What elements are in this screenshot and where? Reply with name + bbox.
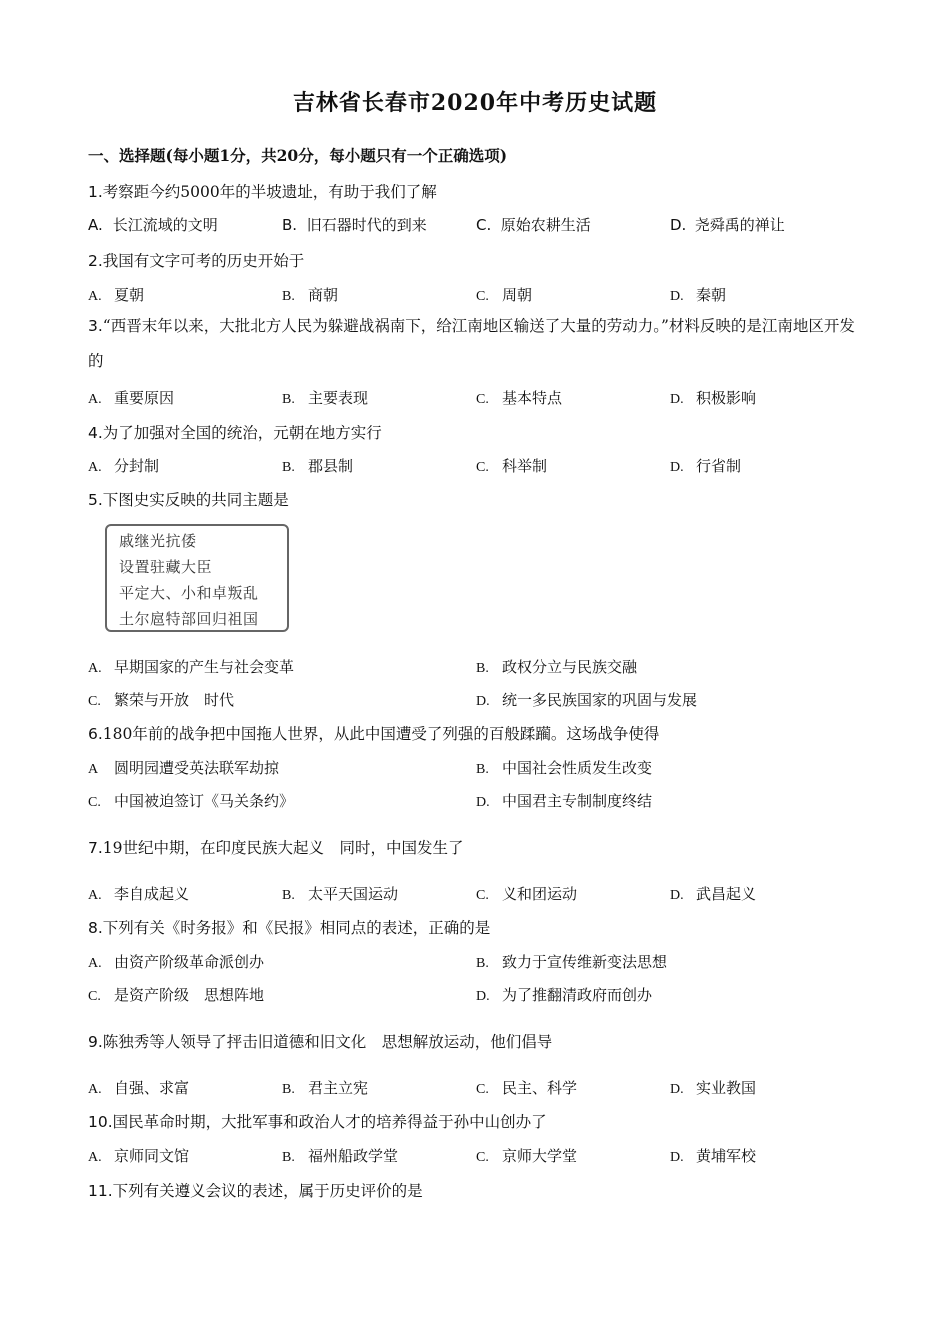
q9-option-b: B. 君主立宪 [282,1079,369,1097]
q5-option-b: B. 政权分立与民族交融 [476,658,638,676]
figure-box [105,524,289,632]
question-3: 3.“西晋末年以来，大批北方人民为躲避战祸南下，给江南地区输送了大量的劳动力。”材料反映的是江南地区开发的 [88,317,855,370]
q2-option-d: D. 秦朝 [670,286,727,304]
q6-option-d: D. 中国君主专制制度终结 [476,792,653,810]
question-2: 2.我国有文字可考的历史开始于 [88,252,305,270]
question-4: 4.为了加强对全国的统治，元朝在地方实行 [88,424,382,442]
question-6: 6.180年前的战争把中国拖人世界，从此中国遭受了列强的百般蹂躏。这场战争使得 [88,725,660,743]
q3-option-a: A. 重要原因 [88,389,175,407]
figure-line: 土尔扈特部回归祖国 [119,610,259,628]
q7-option-b: B. 太平天国运动 [282,885,399,903]
q2-option-b: B. 商朝 [282,286,339,304]
q1-option-b: B. 旧石器时代的到来 [282,216,427,234]
q10-option-c: C. 京师大学堂 [476,1147,578,1165]
q9-option-c: C. 民主、科学 [476,1079,578,1097]
figure-line: 平定大、小和卓叛乱 [119,584,259,602]
q3-option-b: B. 主要表现 [282,389,369,407]
q8-option-a: A. 由资产阶级革命派创办 [88,953,265,971]
page-title: 吉林省长春市2020年中考历史试题 [292,90,658,116]
q9-option-d: D. 实业教国 [670,1079,757,1097]
q3-option-c: C. 基本特点 [476,389,563,407]
q6-option-c: C. 中国被迫签订《马关条约》 [88,792,295,810]
q1-option-c: C. 原始农耕生活 [476,216,591,234]
q1-option-d: D. 尧舜禹的禅让 [670,216,785,234]
question-7: 7.19世纪中期，在印度民族大起义 同时，中国发生了 [88,839,464,857]
q10-option-b: B. 福州船政学堂 [282,1147,399,1165]
question-8: 8.下列有关《时务报》和《民报》相同点的表述，正确的是 [88,919,491,937]
q2-option-c: C. 周朝 [476,286,533,304]
section-heading: 一、选择题(每小题1分，共20分，每小题只有一个正确选项) [88,146,508,165]
q8-option-d: D. 为了推翻清政府而创办 [476,986,653,1004]
question-5: 5.下图史实反映的共同主题是 [88,491,289,509]
q1-option-a: A. 长江流域的文明 [88,216,218,234]
question-11: 11.下列有关遵义会议的表述，属于历史评价的是 [88,1182,423,1200]
q8-option-c: C. 是资产阶级 思想阵地 [88,986,265,1004]
question-10: 10.国民革命时期，大批军事和政治人才的培养得益于孙中山创办了 [88,1113,547,1131]
q10-option-a: A. 京师同文馆 [88,1147,190,1165]
q7-option-d: D. 武昌起义 [670,885,757,903]
figure-line: 设置驻藏大臣 [119,558,213,576]
q6-option-a: A 圆明园遭受英法联军劫掠 [88,759,280,777]
question-1: 1.考察距今约5000年的半坡遗址，有助于我们了解 [88,183,437,201]
q7-option-a: A. 李自成起义 [88,885,190,903]
q8-option-b: B. 致力于宣传维新变法思想 [476,953,668,971]
figure-line: 戚继光抗倭 [119,532,197,550]
q4-option-d: D. 行省制 [670,457,742,475]
q5-option-a: A. 早期国家的产生与社会变革 [88,658,295,676]
q2-option-a: A. 夏朝 [88,286,145,304]
question-9: 9.陈独秀等人领导了抨击旧道德和旧文化 思想解放运动，他们倡导 [88,1033,553,1051]
q4-option-c: C. 科举制 [476,457,548,475]
q4-option-b: B. 郡县制 [282,457,354,475]
q10-option-d: D. 黄埔军校 [670,1147,757,1165]
q4-option-a: A. 分封制 [88,457,160,475]
q7-option-c: C. 义和团运动 [476,885,578,903]
q5-option-d: D. 统一多民族国家的巩固与发展 [476,691,698,709]
q9-option-a: A. 自强、求富 [88,1079,190,1097]
q5-option-c: C. 繁荣与开放 时代 [88,691,235,709]
q6-option-b: B. 中国社会性质发生改变 [476,759,653,777]
q3-option-d: D. 积极影响 [670,389,757,407]
